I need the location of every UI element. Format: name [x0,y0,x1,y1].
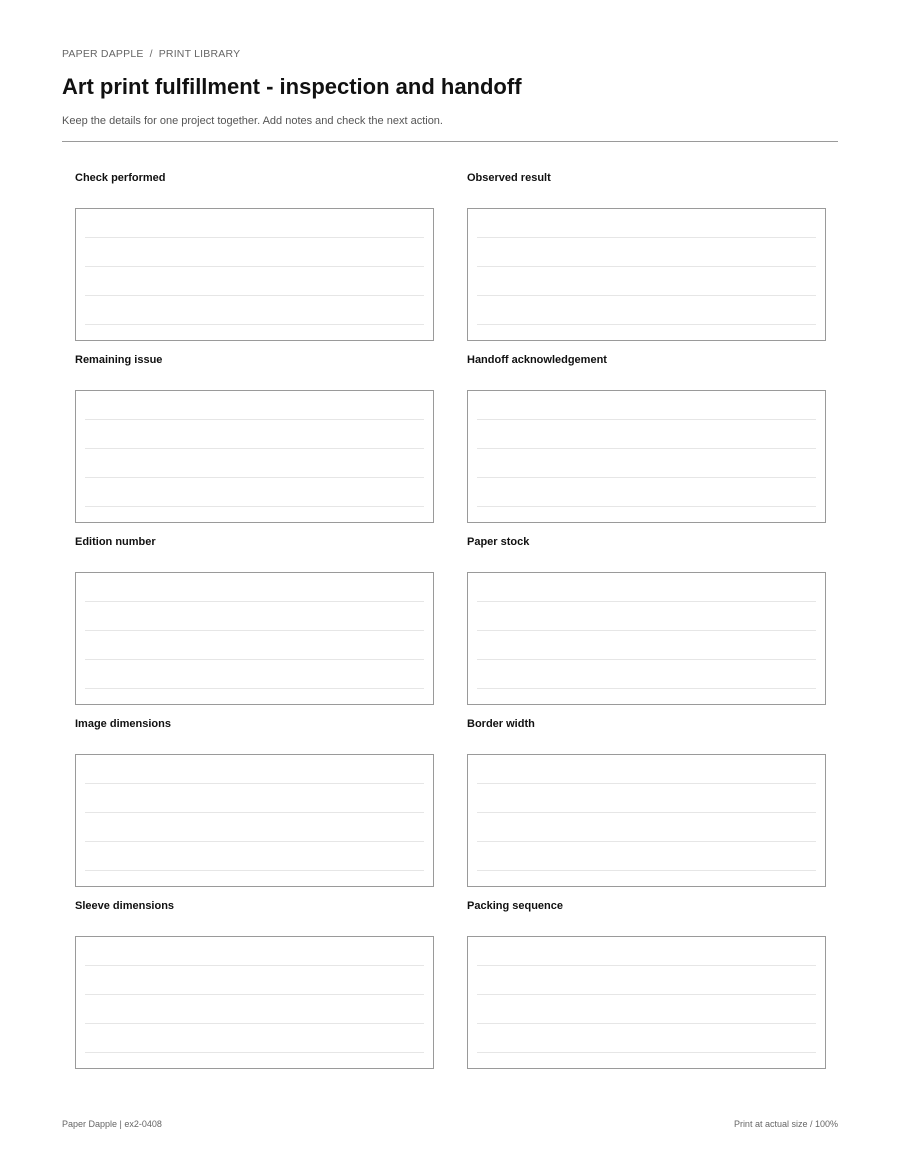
ruled-line [477,266,816,267]
header-divider [62,141,838,142]
observed-result-input[interactable] [467,208,826,341]
ruled-line [85,448,424,449]
ruled-line [477,506,816,507]
ruled-line [477,295,816,296]
field-label: Edition number [75,536,156,548]
ruled-line [85,506,424,507]
field-label: Image dimensions [75,718,171,730]
border-width-input[interactable] [467,754,826,887]
ruled-line [85,419,424,420]
ruled-line [85,295,424,296]
check-performed-input[interactable] [75,208,434,341]
ruled-line [85,994,424,995]
paper-stock-input[interactable] [467,572,826,705]
ruled-line [477,688,816,689]
ruled-line [85,266,424,267]
field-sleeve-dimensions [75,900,434,1082]
ruled-line [477,1023,816,1024]
field-observed-result [467,172,826,354]
ruled-line [85,841,424,842]
field-label: Packing sequence [467,900,563,912]
image-dimensions-input[interactable] [75,754,434,887]
ruled-line [85,965,424,966]
ruled-line [477,448,816,449]
footer-print-note: Print at actual size / 100% [733,1119,838,1129]
ruled-line [85,477,424,478]
field-label: Sleeve dimensions [75,900,175,912]
ruled-line [477,659,816,660]
page-subtitle: Keep the details for one project together. Add notes and check the next action. [62,115,443,127]
ruled-line [477,1052,816,1053]
field-check-performed [75,172,434,354]
page-title: Art print fulfillment - inspection and handoff [62,74,522,99]
field-label: Remaining issue [75,354,163,366]
packing-sequence-input[interactable] [467,936,826,1069]
ruled-line [477,841,816,842]
ruled-line [85,783,424,784]
field-packing-sequence [467,900,826,1082]
ruled-line [85,601,424,602]
ruled-line [477,812,816,813]
ruled-line [85,688,424,689]
ruled-line [477,477,816,478]
field-label: Observed result [467,172,551,184]
ruled-line [85,324,424,325]
ruled-line [85,870,424,871]
field-paper-stock [467,536,826,718]
field-handoff-acknowledgement [467,354,826,536]
field-edition-number [75,536,434,718]
ruled-line [85,630,424,631]
ruled-line [85,1023,424,1024]
ruled-line [477,994,816,995]
field-remaining-issue [75,354,434,536]
ruled-line [477,601,816,602]
field-image-dimensions [75,718,434,900]
handoff-acknowledgement-input[interactable] [467,390,826,523]
field-label: Check performed [75,172,166,184]
ruled-line [477,419,816,420]
field-label: Paper stock [467,536,530,548]
breadcrumb-item-library[interactable]: PRINT LIBRARY [158,48,241,60]
breadcrumb [62,48,240,60]
ruled-line [477,965,816,966]
field-border-width [467,718,826,900]
breadcrumb-item-brand[interactable]: PAPER DAPPLE [62,48,144,60]
footer-document-id: Paper Dapple | ex2-0408 [62,1119,162,1129]
ruled-line [477,237,816,238]
edition-number-input[interactable] [75,572,434,705]
ruled-line [477,630,816,631]
ruled-line [85,812,424,813]
ruled-line [477,324,816,325]
ruled-line [85,659,424,660]
field-label: Border width [467,718,535,730]
form-fields-grid [75,172,826,1082]
ruled-line [477,870,816,871]
breadcrumb-separator: / [149,48,153,60]
sleeve-dimensions-input[interactable] [75,936,434,1069]
field-label: Handoff acknowledgement [467,354,607,366]
remaining-issue-input[interactable] [75,390,434,523]
ruled-line [85,1052,424,1053]
ruled-line [477,783,816,784]
ruled-line [85,237,424,238]
